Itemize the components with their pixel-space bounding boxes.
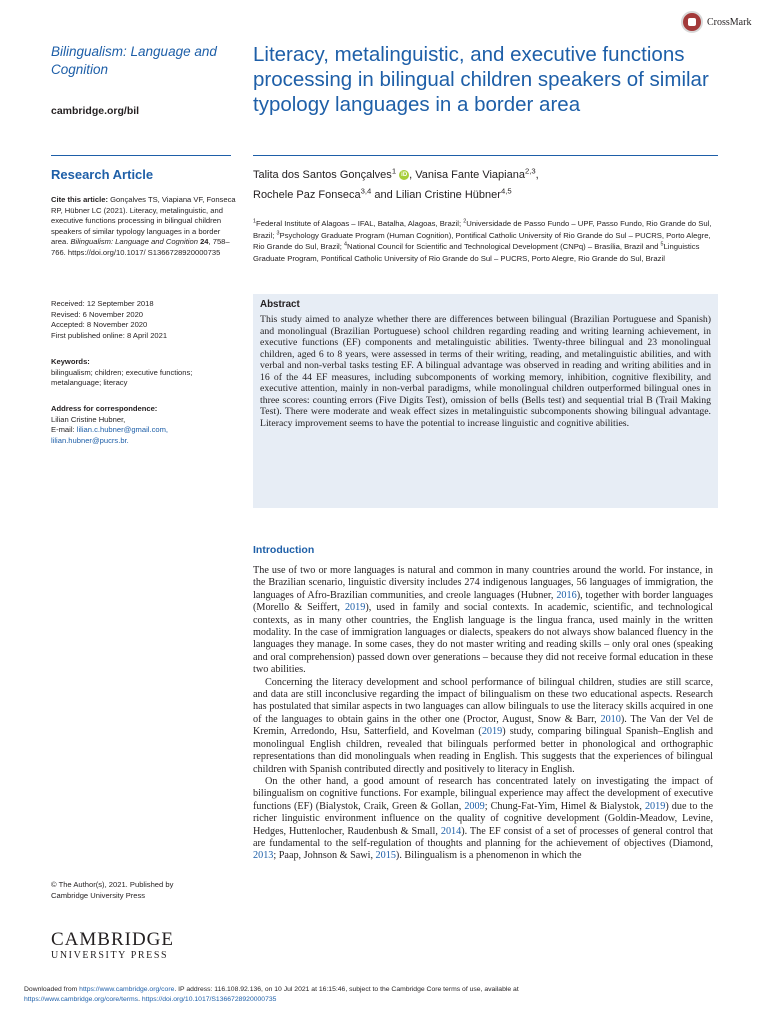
p3-text-6: ). Bilingualism is a phenomenon in which the [395,850,582,862]
affil-2: Universidade de Passo Fundo – UPF, Passo Fundo, Rio Grande do Sul, Brazil; [253,219,712,240]
abstract-text: This study aimed to analyze whether there are differences between bilingual (Brazilian Portuguese and Spanish) and monolingual (Brazilian Portuguese) school children regarding reading and writing learning achievement, in executive functions (EF) components and metalinguistic abilities. Twenty-three bilingual and 23 monolingual children, aged 6 to 8 years, were assessed in terms of their writing, reading, and metalinguistic abilities, and with verbal and non-verbal tasks testing EF. A bilingual advantage was observed in reading and writing abilities and in 16 of the 44 EF measures, including subcomponents of working memory, inhibition, cognitive flexibility, and executive attention, mainly in non-verbal paradigms, while monolingual children outperformed bilingual ones in three scores: counting errors (Five Digits Test), omission of bells (Bells test) and sequential trial B (Trail Making Test). There were moderate and weak effect sizes in metalinguistic subcomponents showing bilingual advantage. Literacy improvement seems to have the potential to increase linguistic and cognitive abilities. [260,314,711,429]
abstract-box [253,294,718,508]
p3-text-4: ). The EF consist of a set of processes of general control that are fundamental to the self-regulation of thoughts and planning for the achievement of objectives (Diamond, [253,825,713,849]
affil-2-sup: 2 [463,218,467,225]
cite-journal: Bilingualism: Language and Cognition [70,237,198,247]
p3-text-1: On the other hand, a good amount of research has concentrated lately on investigating the impact of bilingualism on cognitive functions. For example, bilingual experience may affect the development of executive functions (EF) (Bialystok, Craik, Green & Gollan, [253,775,713,812]
ref-link[interactable]: 2019 [344,602,366,614]
p2-text-3: ) study, comparing bilingual Spanish–English and monolingual English children, revealed that bilinguals performed better in phonological and orthographic representations than did monolinguals when reading in English. This suggests that the experiences of bilingual children with Spanish contributed directly and positively to literacy in English. [253,726,713,775]
copyright-block [51,880,236,901]
cambridge-logo [51,930,191,962]
author-4: and Lilian Cristine Hübner [371,189,501,201]
ref-link[interactable]: 2009 [464,800,485,812]
author-1-sup: 1 [391,166,397,176]
p1-text-3: ), used in family and social contexts. In academic, scientific, and technological contexts, as in many other countries, the English language is the lingua franca, used mainly in the written modality. In the case of immigration languages or dialects, speakers do not always show balanced fluency in the languages they manage. In some cases, they do not master writing and reading skills – only oral ones (speaking and oral comprehension) passed down over generations – because they did not receive formal education in these two abilities. [253,602,713,676]
paragraph-1 [253,565,713,677]
footer-text-1: Downloaded from [24,986,80,993]
orcid-icon[interactable]: iD [401,172,408,179]
copyright-line-2: Cambridge University Press [51,890,146,900]
dates-block [51,299,236,341]
logo-line-1: CAMBRIDGE [51,929,175,950]
article-type: Research Article [51,167,154,182]
keywords-block [51,357,236,389]
date-revised: Revised: 6 November 2020 [51,309,144,319]
author-2: , Vanisa Fante Viapiana [409,169,525,181]
p3-text-2: ; Chung-Fat-Yim, Himel & Bialystok, [484,800,645,812]
title-divider [253,155,718,156]
correspondence-block [51,404,236,446]
ref-link[interactable]: 2016 [556,589,577,601]
affil-4: National Council for Scientific and Technological Development (CNPq) – Brasília, Brazil and [347,242,661,251]
author-2-sup: 2,3 [524,166,536,176]
correspondence-name: Lilian Cristine Hubner, [51,414,126,424]
ref-link[interactable]: 2019 [644,800,666,812]
affil-3-sup: 3 [276,229,280,236]
footer-text-3: . [138,996,142,1003]
author-1: Talita dos Santos Gonçalves [253,169,392,181]
author-list [253,165,723,205]
left-divider [51,155,231,156]
footer-doi-link[interactable]: https://doi.org/10.1017/S1366728920000735 [141,996,277,1003]
download-footer [24,985,744,1005]
correspondence-label: Address for correspondence: [51,404,158,413]
keywords-label: Keywords: [51,357,90,366]
cite-pages-doi: , 758–766. https://doi.org/10.1017/ S1366728920000735 [51,237,230,257]
ref-link[interactable]: 2014 [440,825,462,837]
citation-block [51,195,236,259]
email-prefix: E-mail: [51,425,75,435]
p2-text-1: Concerning the literacy development and school performance of bilingual children, studies are still scarce, and data are still inconclusive regarding the impact of bilingualism on these two educational aspects. Research has postulated that similar aspects in two languages can allow bilinguals to use the literacy skills acquired in one of the languages to obtain gains in the other one (Proctor, August, Snow & Barr, [253,676,713,725]
email-link-1[interactable]: lilian.c.hubner@gmail.com, [76,425,169,435]
affil-1-sup: 1 [253,218,256,225]
article-title: Literacy, metalinguistic, and executive functions processing in bilingual children speakers of similar typology languages in a border area [253,43,709,116]
author-2-sep: , [535,169,539,181]
introduction-heading: Introduction [253,544,315,556]
date-received: Received: 12 September 2018 [51,299,154,308]
p3-text-3: ) due to the richer linguistic environment influence on the quality of cognitive development (Goldin-Meadow, Levine, Hedges, Huttenlocher, Raudenbush & Small, [253,800,713,837]
author-4-sup: 4,5 [500,186,512,196]
crossmark-badge[interactable] [681,11,751,33]
journal-site[interactable]: cambridge.org/bil [51,105,140,117]
footer-core-link[interactable]: https://www.cambridge.org/core [79,986,175,993]
crossmark-icon [681,11,703,33]
paragraph-3 [253,776,713,863]
date-published: First published online: 8 April 2021 [51,330,168,340]
email-link-2[interactable]: lilian.hubner@pucrs.br. [51,435,129,445]
ref-link[interactable]: 2015 [375,850,396,862]
cite-volume: 24 [200,237,209,247]
copyright-line-1: © The Author(s), 2021. Published by [51,880,174,889]
ref-link[interactable]: 2019 [481,726,503,738]
date-accepted: Accepted: 8 November 2020 [51,320,148,330]
author-3: Rochele Paz Fonseca [253,189,361,201]
affil-4-sup: 4 [344,241,348,248]
affil-1: Federal Institute of Alagoas – IFAL, Batalha, Alagoas, Brazil; [256,219,464,228]
logo-line-2: UNIVERSITY PRESS [51,950,169,961]
footer-text-2: . IP address: 116.108.92.136, on 10 Jul 2021 at 16:15:46, subject to the Cambridge Core terms of use, available at [174,986,519,993]
affiliations [253,218,723,264]
footer-terms-link[interactable]: https://www.cambridge.org/core/terms [24,996,139,1003]
affil-5: Linguistics Graduate Program, Pontifical Catholic University of Rio Grande do Sul – PUCRS, Porto Alegre, Rio Grande do Sul, Brazil [253,242,700,263]
p2-text-2: ). The Van der Vel de Kremin, Arredondo, Hsu, Satterfield, and Kovelman ( [253,713,713,738]
crossmark-label: CrossMark [707,16,752,28]
journal-name[interactable]: Bilingualism: Language and Cognition [51,44,217,77]
p1-text-1: The use of two or more languages is natural and common in many countries around the world. For instance, in the Brazilian scenario, linguistic diversity includes 274 indigenous languages, 56 languages of immigration, the languages of Afro-Brazilian communities, and creole languages (Hubner, [253,565,713,601]
author-3-sup: 3,4 [360,186,372,196]
cite-text: Gonçalves TS, Viapiana VF, Fonseca RP, Hübner LC (2021). Literacy, metalinguistic, and executive functions processing in bilingual children speakers of similar typology languages in a border area. [51,195,236,247]
ref-link[interactable]: 2010 [600,713,621,725]
affil-3: Psychology Graduate Program (Human Cognition), Pontifical Catholic University of Rio Grande do Sul – PUCRS, Porto Alegre, Rio Grande do Sul, Brazil; [253,230,711,251]
paragraph-2 [253,677,713,776]
affil-5-sup: 5 [660,241,664,248]
p1-text-2: ), together with border languages (Morello & Seiffert, [253,589,713,614]
p3-text-5: ; Paap, Johnson & Sawi, [273,850,376,862]
keywords-text: bilingualism; children; executive functions; metalanguage; literacy [51,367,193,388]
abstract-heading: Abstract [260,299,300,310]
introduction-body [253,565,713,863]
cite-label: Cite this article: [51,195,108,204]
ref-link[interactable]: 2013 [253,850,274,862]
